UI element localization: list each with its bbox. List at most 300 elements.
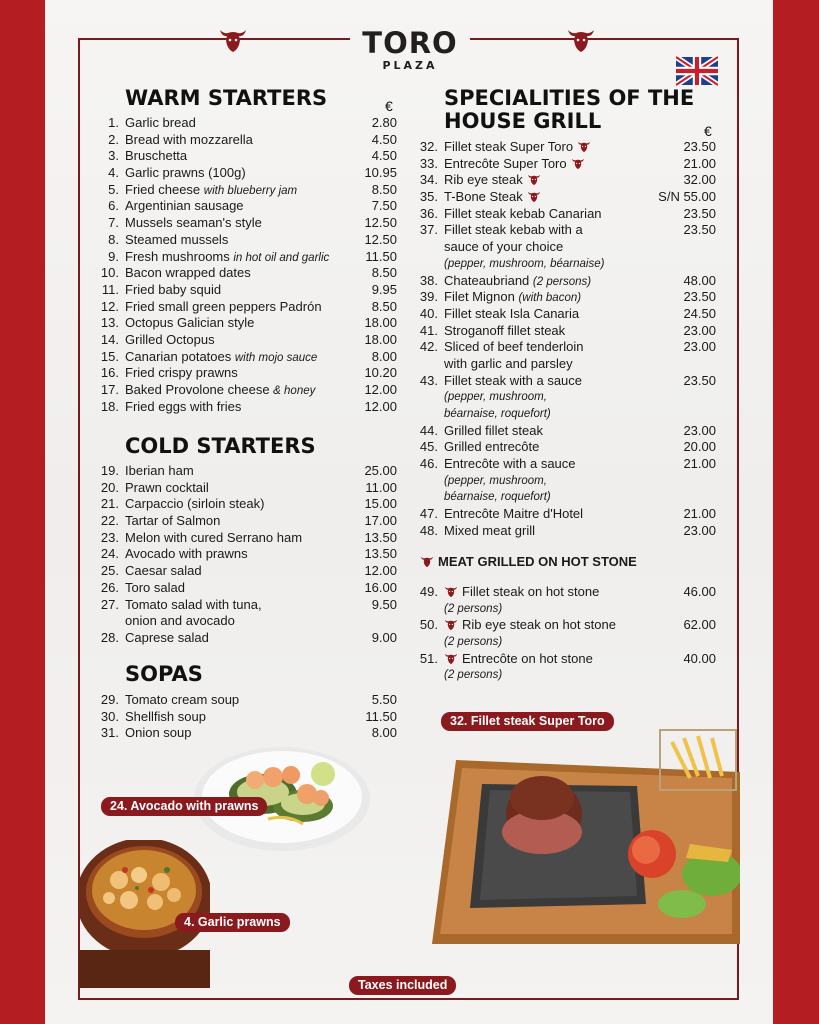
menu-item: [83, 115, 397, 132]
menu-item-number: 15.: [100, 348, 119, 364]
menu-item-text: [444, 373, 582, 390]
menu-item-name: Onion soup: [125, 725, 192, 741]
menu-item-text: [444, 273, 591, 291]
menu-item-name: Entrecôte Maitre d'Hotel: [444, 506, 584, 522]
bull-head-icon: [218, 27, 248, 53]
menu-item-name: (pepper, mushroom,: [444, 391, 547, 404]
menu-item-number: 32.: [419, 139, 438, 154]
menu-item-name: Argentinian sausage: [125, 198, 244, 214]
menu-item-number: 16.: [100, 365, 119, 381]
menu-item: [83, 215, 397, 232]
menu-item-text: [444, 634, 502, 651]
menu-item: [83, 332, 397, 349]
menu-item: [83, 725, 397, 742]
menu-item-number: 8.: [108, 231, 119, 247]
menu-item-text: [444, 206, 602, 223]
fillet-steak-photo: [432, 724, 740, 944]
menu-item-detail: [402, 406, 716, 423]
menu-item-name: Fried eggs with fries: [125, 398, 242, 414]
menu-item-name: Steamed mussels: [125, 231, 229, 247]
menu-item-name: Chateaubriand: [444, 272, 530, 288]
menu-item-text: [444, 651, 593, 668]
menu-item-detail: [402, 389, 716, 406]
menu-item-text: [444, 601, 502, 618]
menu-item-number: 1.: [108, 115, 119, 130]
menu-item: [402, 306, 716, 323]
bull-head-icon: [527, 190, 541, 203]
garlic-prawns-badge: 4. Garlic prawns: [175, 913, 290, 932]
menu-item-name: onion and avocado: [125, 613, 235, 629]
menu-item-note: (2 persons): [532, 275, 592, 288]
menu-item: [402, 584, 716, 601]
cold-starters-list: [83, 463, 397, 647]
taxes-badge: Taxes included: [349, 976, 456, 995]
menu-item-name: Grilled entrecôte: [444, 439, 540, 455]
bull-head-icon: [566, 27, 596, 53]
menu-item-text: [125, 249, 329, 267]
menu-item-text: [125, 215, 262, 232]
menu-item-name: Fillet steak Isla Canaria: [444, 305, 580, 321]
menu-item-number: 44.: [419, 422, 438, 438]
menu-item-name: béarnaise, roquefort): [444, 408, 551, 420]
menu-item-number: 49.: [419, 584, 438, 599]
menu-item-name: Fillet steak kebab with a: [444, 222, 583, 238]
menu-item-name: Iberian ham: [125, 463, 194, 478]
menu-item-text: [125, 182, 297, 200]
menu-item-price: 9.50: [371, 596, 397, 612]
menu-item-text: [444, 289, 581, 307]
menu-item-price: 24.50: [683, 305, 716, 321]
grill-list: [402, 139, 716, 540]
menu-item-price: 12.00: [364, 563, 397, 579]
menu-item: [402, 339, 716, 356]
menu-item-text: [125, 725, 192, 742]
fillet-steak-badge: 32. Fillet steak Super Toro: [441, 712, 614, 731]
menu-item-text: [125, 399, 241, 416]
menu-item-name: Fried crispy prawns: [125, 365, 238, 381]
menu-item-price: 23.50: [683, 205, 716, 221]
menu-item-note: with blueberry jam: [203, 184, 298, 197]
menu-item-text: [125, 232, 228, 249]
menu-item-text: [444, 222, 583, 239]
menu-item-price: 32.00: [683, 172, 716, 188]
menu-item-note: (with bacon): [518, 292, 582, 305]
menu-item-name: Filet Mignon: [444, 289, 515, 305]
menu-item: [83, 315, 397, 332]
bull-head-icon: [420, 555, 434, 568]
menu-item: [83, 132, 397, 149]
menu-item-name: Rib eye steak: [444, 172, 523, 188]
menu-item-name: Bacon wrapped dates: [125, 265, 251, 281]
menu-item-price: 13.50: [364, 529, 397, 545]
menu-item-text: [125, 299, 322, 316]
menu-item-detail: [402, 601, 716, 618]
menu-item-price: S/N 55.00: [658, 189, 716, 205]
menu-item-text: [444, 189, 541, 206]
menu-item-price: 11.50: [365, 248, 397, 264]
menu-item: [83, 249, 397, 266]
menu-item: [83, 692, 397, 709]
bull-head-icon: [571, 157, 585, 170]
warm-starters-list: [83, 115, 397, 415]
menu-item-name: Mixed meat grill: [444, 522, 536, 538]
menu-item-text: [444, 172, 541, 189]
menu-item-price: 23.50: [683, 139, 716, 154]
menu-item-number: 11.: [101, 281, 119, 297]
menu-item-number: 23.: [100, 529, 119, 545]
menu-item: [402, 439, 716, 456]
menu-item-note: & honey: [273, 385, 316, 397]
menu-item-number: 21.: [100, 496, 119, 512]
menu-item-text: [444, 256, 604, 273]
menu-item-text: [125, 315, 254, 332]
menu-item-detail: [402, 667, 716, 684]
menu-item-number: 30.: [100, 708, 119, 724]
menu-item-number: 37.: [419, 222, 438, 238]
menu-item-price: 17.00: [364, 513, 397, 529]
menu-item-text: [125, 597, 262, 614]
menu-item-number: 43.: [419, 372, 438, 388]
menu-item-number: 18.: [100, 398, 119, 414]
menu-item: [83, 580, 397, 597]
avocado-prawns-badge: 24. Avocado with prawns: [101, 797, 267, 816]
menu-item: [83, 365, 397, 382]
menu-item-price: 11.00: [365, 479, 397, 495]
menu-item-number: 7.: [108, 215, 119, 231]
menu-item-price: 5.50: [371, 692, 397, 707]
menu-item: [402, 239, 716, 256]
menu-item-name: Baked Provolone cheese: [125, 382, 270, 397]
brand-name: TORO: [362, 26, 458, 60]
menu-item-text: [444, 473, 547, 490]
menu-item-number: 45.: [419, 439, 438, 455]
menu-item-text: [444, 506, 583, 523]
menu-item: [402, 323, 716, 340]
menu-item-name: Fried baby squid: [125, 281, 222, 297]
menu-item: [402, 222, 716, 239]
menu-item-price: 25.00: [364, 463, 397, 478]
menu-item-number: 19.: [100, 463, 119, 478]
menu-item-name: Octopus Galician style: [125, 315, 255, 331]
menu-item-text: [125, 630, 209, 647]
menu-item-number: 50.: [419, 617, 438, 633]
menu-item-detail: [402, 473, 716, 490]
menu-item: [402, 206, 716, 223]
menu-item: [83, 265, 397, 282]
hot-stone-title: MEAT GRILLED ON HOT STONE: [438, 554, 637, 569]
menu-item-text: [444, 356, 573, 373]
menu-item-number: 3.: [108, 148, 119, 164]
menu-item-number: 12.: [100, 298, 119, 314]
menu-item-name: Tomato salad with tuna,: [125, 596, 262, 612]
menu-item: [83, 563, 397, 580]
menu-item-text: [125, 365, 238, 382]
menu-item-name: Carpaccio (sirloin steak): [125, 496, 265, 512]
menu-item-number: 39.: [419, 289, 438, 305]
cold-starters-heading: COLD STARTERS: [125, 434, 316, 458]
menu-item-text: [125, 530, 302, 547]
menu-item-text: [444, 489, 551, 506]
menu-item-price: 2.80: [371, 115, 397, 130]
sopas-heading: SOPAS: [125, 662, 203, 686]
menu-item-text: [125, 709, 206, 726]
menu-item-text: [125, 282, 221, 299]
menu-item-number: 40.: [419, 305, 438, 321]
menu-item-price: 15.00: [364, 496, 397, 512]
menu-item-price: 20.00: [683, 439, 716, 455]
menu-item-name: Stroganoff fillet steak: [444, 322, 566, 338]
menu-item: [83, 709, 397, 726]
menu-item-price: 48.00: [683, 272, 716, 288]
menu-item-text: [125, 613, 235, 630]
menu-item-name: Prawn cocktail: [125, 479, 209, 495]
menu-item-name: T-Bone Steak: [444, 189, 523, 205]
menu-item-name: Fried cheese: [125, 181, 201, 197]
menu-item-price: 9.95: [371, 281, 397, 297]
menu-item-name: Grilled fillet steak: [444, 422, 543, 438]
menu-item-name: Shellfish soup: [125, 708, 206, 724]
menu-item-name: Fried small green peppers Padrón: [125, 298, 322, 314]
uk-flag-icon[interactable]: [676, 56, 718, 86]
menu-item-price: 23.00: [683, 522, 716, 538]
menu-item-name: Caesar salad: [125, 563, 202, 579]
menu-item: [402, 506, 716, 523]
menu-item-price: 10.20: [364, 365, 397, 381]
menu-item-name: (pepper, mushroom,: [444, 474, 547, 487]
menu-item: [83, 630, 397, 647]
menu-item-price: 12.00: [364, 382, 397, 397]
menu-item-price: 12.50: [364, 215, 397, 231]
menu-item-text: [444, 239, 563, 256]
menu-item: [83, 198, 397, 215]
menu-item-number: 6.: [108, 198, 119, 214]
menu-item-number: 5.: [108, 181, 119, 197]
menu-item-text: [125, 332, 215, 349]
bull-head-icon: [444, 618, 458, 631]
menu-item-text: [125, 132, 253, 149]
menu-item-price: 21.00: [683, 506, 716, 522]
menu-item-detail: [402, 634, 716, 651]
menu-item: [402, 423, 716, 440]
menu-item-number: 36.: [419, 205, 438, 221]
menu-item-name: Avocado with prawns: [125, 546, 248, 562]
menu-item-price: 11.50: [365, 708, 397, 724]
menu-item: [402, 156, 716, 173]
menu-item-price: 8.50: [371, 298, 397, 314]
menu-item-text: [125, 563, 202, 580]
menu-item-name: Grilled Octopus: [125, 331, 215, 347]
menu-item-number: 20.: [100, 479, 119, 495]
menu-item-price: 10.95: [364, 165, 397, 181]
bull-head-icon: [444, 585, 458, 598]
menu-item-text: [444, 389, 547, 406]
menu-item: [83, 613, 397, 630]
menu-item-number: 29.: [100, 692, 119, 707]
menu-item-number: 2.: [108, 131, 119, 147]
menu-item-number: 9.: [108, 248, 119, 264]
menu-item-number: 14.: [100, 331, 119, 347]
menu-item: [83, 496, 397, 513]
menu-item-text: [444, 156, 585, 173]
menu-item-price: 16.00: [364, 579, 397, 595]
menu-item: [83, 182, 397, 199]
menu-item-text: [444, 456, 576, 473]
menu-item-text: [125, 463, 194, 480]
menu-item-price: 4.50: [371, 131, 397, 147]
menu-item-name: Fillet steak kebab Canarian: [444, 205, 602, 221]
menu-item: [402, 356, 716, 373]
menu-item-number: 26.: [100, 579, 119, 595]
menu-item-name: Sliced of beef tenderloin: [444, 339, 584, 355]
menu-item-name: (2 persons): [444, 636, 503, 649]
grill-heading-line1: SPECIALITIES OF THE: [444, 86, 695, 110]
menu-item-name: Entrecôte on hot stone: [462, 650, 593, 666]
menu-item: [83, 232, 397, 249]
menu-item: [402, 139, 716, 156]
menu-item-name: Bruschetta: [125, 148, 188, 164]
menu-item: [402, 373, 716, 390]
menu-item-name: with garlic and parsley: [444, 355, 573, 371]
menu-item-text: [444, 306, 579, 323]
menu-item-name: (2 persons): [444, 669, 503, 682]
menu-item-price: 13.50: [364, 546, 397, 562]
bull-head-icon: [577, 140, 591, 153]
menu-item: [83, 382, 397, 399]
sopas-list: [83, 692, 397, 742]
menu-item-price: 18.00: [364, 315, 397, 331]
menu-item-name: (2 persons): [444, 602, 503, 615]
menu-item-name: Tomato cream soup: [125, 692, 240, 707]
menu-item-name: Fresh mushrooms: [125, 248, 230, 264]
menu-item: [402, 617, 716, 634]
menu-item-number: 22.: [100, 513, 119, 529]
menu-item-price: 8.50: [371, 265, 397, 281]
menu-item-text: [444, 523, 535, 540]
currency-label: €: [385, 98, 393, 114]
menu-item-name: Garlic prawns (100g): [125, 165, 246, 181]
menu-item-number: 25.: [100, 563, 119, 579]
menu-item-text: [444, 667, 502, 684]
menu-item-number: 28.: [100, 629, 119, 645]
menu-item-note: with mojo sauce: [234, 351, 318, 364]
menu-item-name: Tartar of Salmon: [125, 513, 221, 529]
menu-item: [402, 651, 716, 668]
menu-item-text: [444, 423, 543, 440]
menu-item-price: 21.00: [683, 456, 716, 472]
menu-item: [402, 189, 716, 206]
menu-item-number: 47.: [419, 506, 438, 522]
menu-item-name: sauce of your choice: [444, 239, 564, 255]
menu-item-number: 38.: [419, 272, 438, 288]
menu-item-text: [125, 546, 248, 563]
menu-item: [402, 523, 716, 540]
menu-item-price: 12.50: [364, 231, 397, 247]
menu-item-name: Mussels seaman's style: [125, 215, 262, 231]
currency-label: €: [704, 123, 712, 139]
menu-item-note: in hot oil and garlic: [233, 251, 330, 264]
menu-item-text: [444, 139, 591, 156]
menu-item-text: [444, 323, 565, 340]
menu-item-name: Canarian potatoes: [125, 348, 232, 364]
hot-stone-list: [402, 584, 716, 684]
menu-item: [83, 282, 397, 299]
menu-item-price: 8.50: [371, 181, 397, 197]
menu-item-text: [125, 265, 251, 282]
brand-sub: PLAZA: [382, 59, 438, 72]
menu-item: [83, 148, 397, 165]
menu-item-price: 23.50: [683, 372, 716, 388]
menu-item-number: 48.: [419, 522, 438, 538]
menu-item-price: 7.50: [371, 198, 397, 214]
menu-item-text: [125, 349, 317, 367]
menu-item-price: 40.00: [683, 650, 716, 666]
menu-item-price: 21.00: [683, 155, 716, 171]
menu-item-price: 18.00: [364, 331, 397, 347]
menu-item-price: 62.00: [683, 617, 716, 633]
menu-item: [83, 299, 397, 316]
menu-item-text: [444, 406, 551, 423]
menu-item: [83, 463, 397, 480]
menu-item-text: [125, 480, 209, 497]
bull-head-icon: [527, 173, 541, 186]
menu-item: [402, 456, 716, 473]
menu-item: [83, 165, 397, 182]
brand-logo: [350, 24, 470, 76]
menu-item-text: [125, 580, 185, 597]
menu-item-number: 34.: [419, 172, 438, 188]
menu-item-price: 8.00: [371, 725, 397, 741]
menu-item-price: 4.50: [371, 148, 397, 164]
hot-stone-heading: [420, 554, 637, 569]
menu-item-name: béarnaise, roquefort): [444, 491, 551, 504]
menu-item-text: [444, 584, 599, 601]
menu-item-price: 23.00: [683, 322, 716, 338]
menu-item-name: Toro salad: [125, 579, 185, 595]
menu-item-name: (pepper, mushroom, béarnaise): [444, 257, 605, 270]
menu-item: [83, 349, 397, 366]
menu-item-text: [125, 692, 239, 709]
menu-item-name: Fillet steak on hot stone: [462, 584, 600, 599]
menu-item-number: 41.: [419, 322, 438, 338]
menu-item-number: 51.: [419, 650, 438, 666]
menu-item-number: 31.: [100, 725, 119, 741]
menu-item-text: [125, 148, 187, 165]
menu-item: [83, 546, 397, 563]
menu-item-name: Entrecôte with a sauce: [444, 456, 576, 472]
menu-item-detail: [402, 489, 716, 506]
menu-item-name: Garlic bread: [125, 115, 196, 130]
menu-item-number: 24.: [100, 546, 119, 562]
menu-item-number: 17.: [100, 382, 119, 397]
bull-head-icon: [444, 652, 458, 665]
menu-item: [83, 530, 397, 547]
menu-item-name: Fillet steak Super Toro: [444, 139, 574, 154]
menu-item-text: [125, 198, 244, 215]
menu-item-text: [125, 165, 246, 182]
menu-item-number: 46.: [419, 456, 438, 472]
menu-item-name: Bread with mozzarella: [125, 131, 253, 147]
menu-item-price: 46.00: [683, 584, 716, 599]
menu-item-name: Caprese salad: [125, 629, 209, 645]
menu-item-number: 27.: [100, 596, 119, 612]
warm-starters-heading: WARM STARTERS: [125, 86, 328, 110]
menu-item-name: Rib eye steak on hot stone: [462, 617, 616, 633]
menu-item: [83, 399, 397, 416]
menu-item-number: 13.: [100, 315, 119, 331]
menu-item-text: [444, 339, 583, 356]
menu-item-text: [125, 496, 264, 513]
menu-item-price: 23.50: [683, 222, 716, 238]
